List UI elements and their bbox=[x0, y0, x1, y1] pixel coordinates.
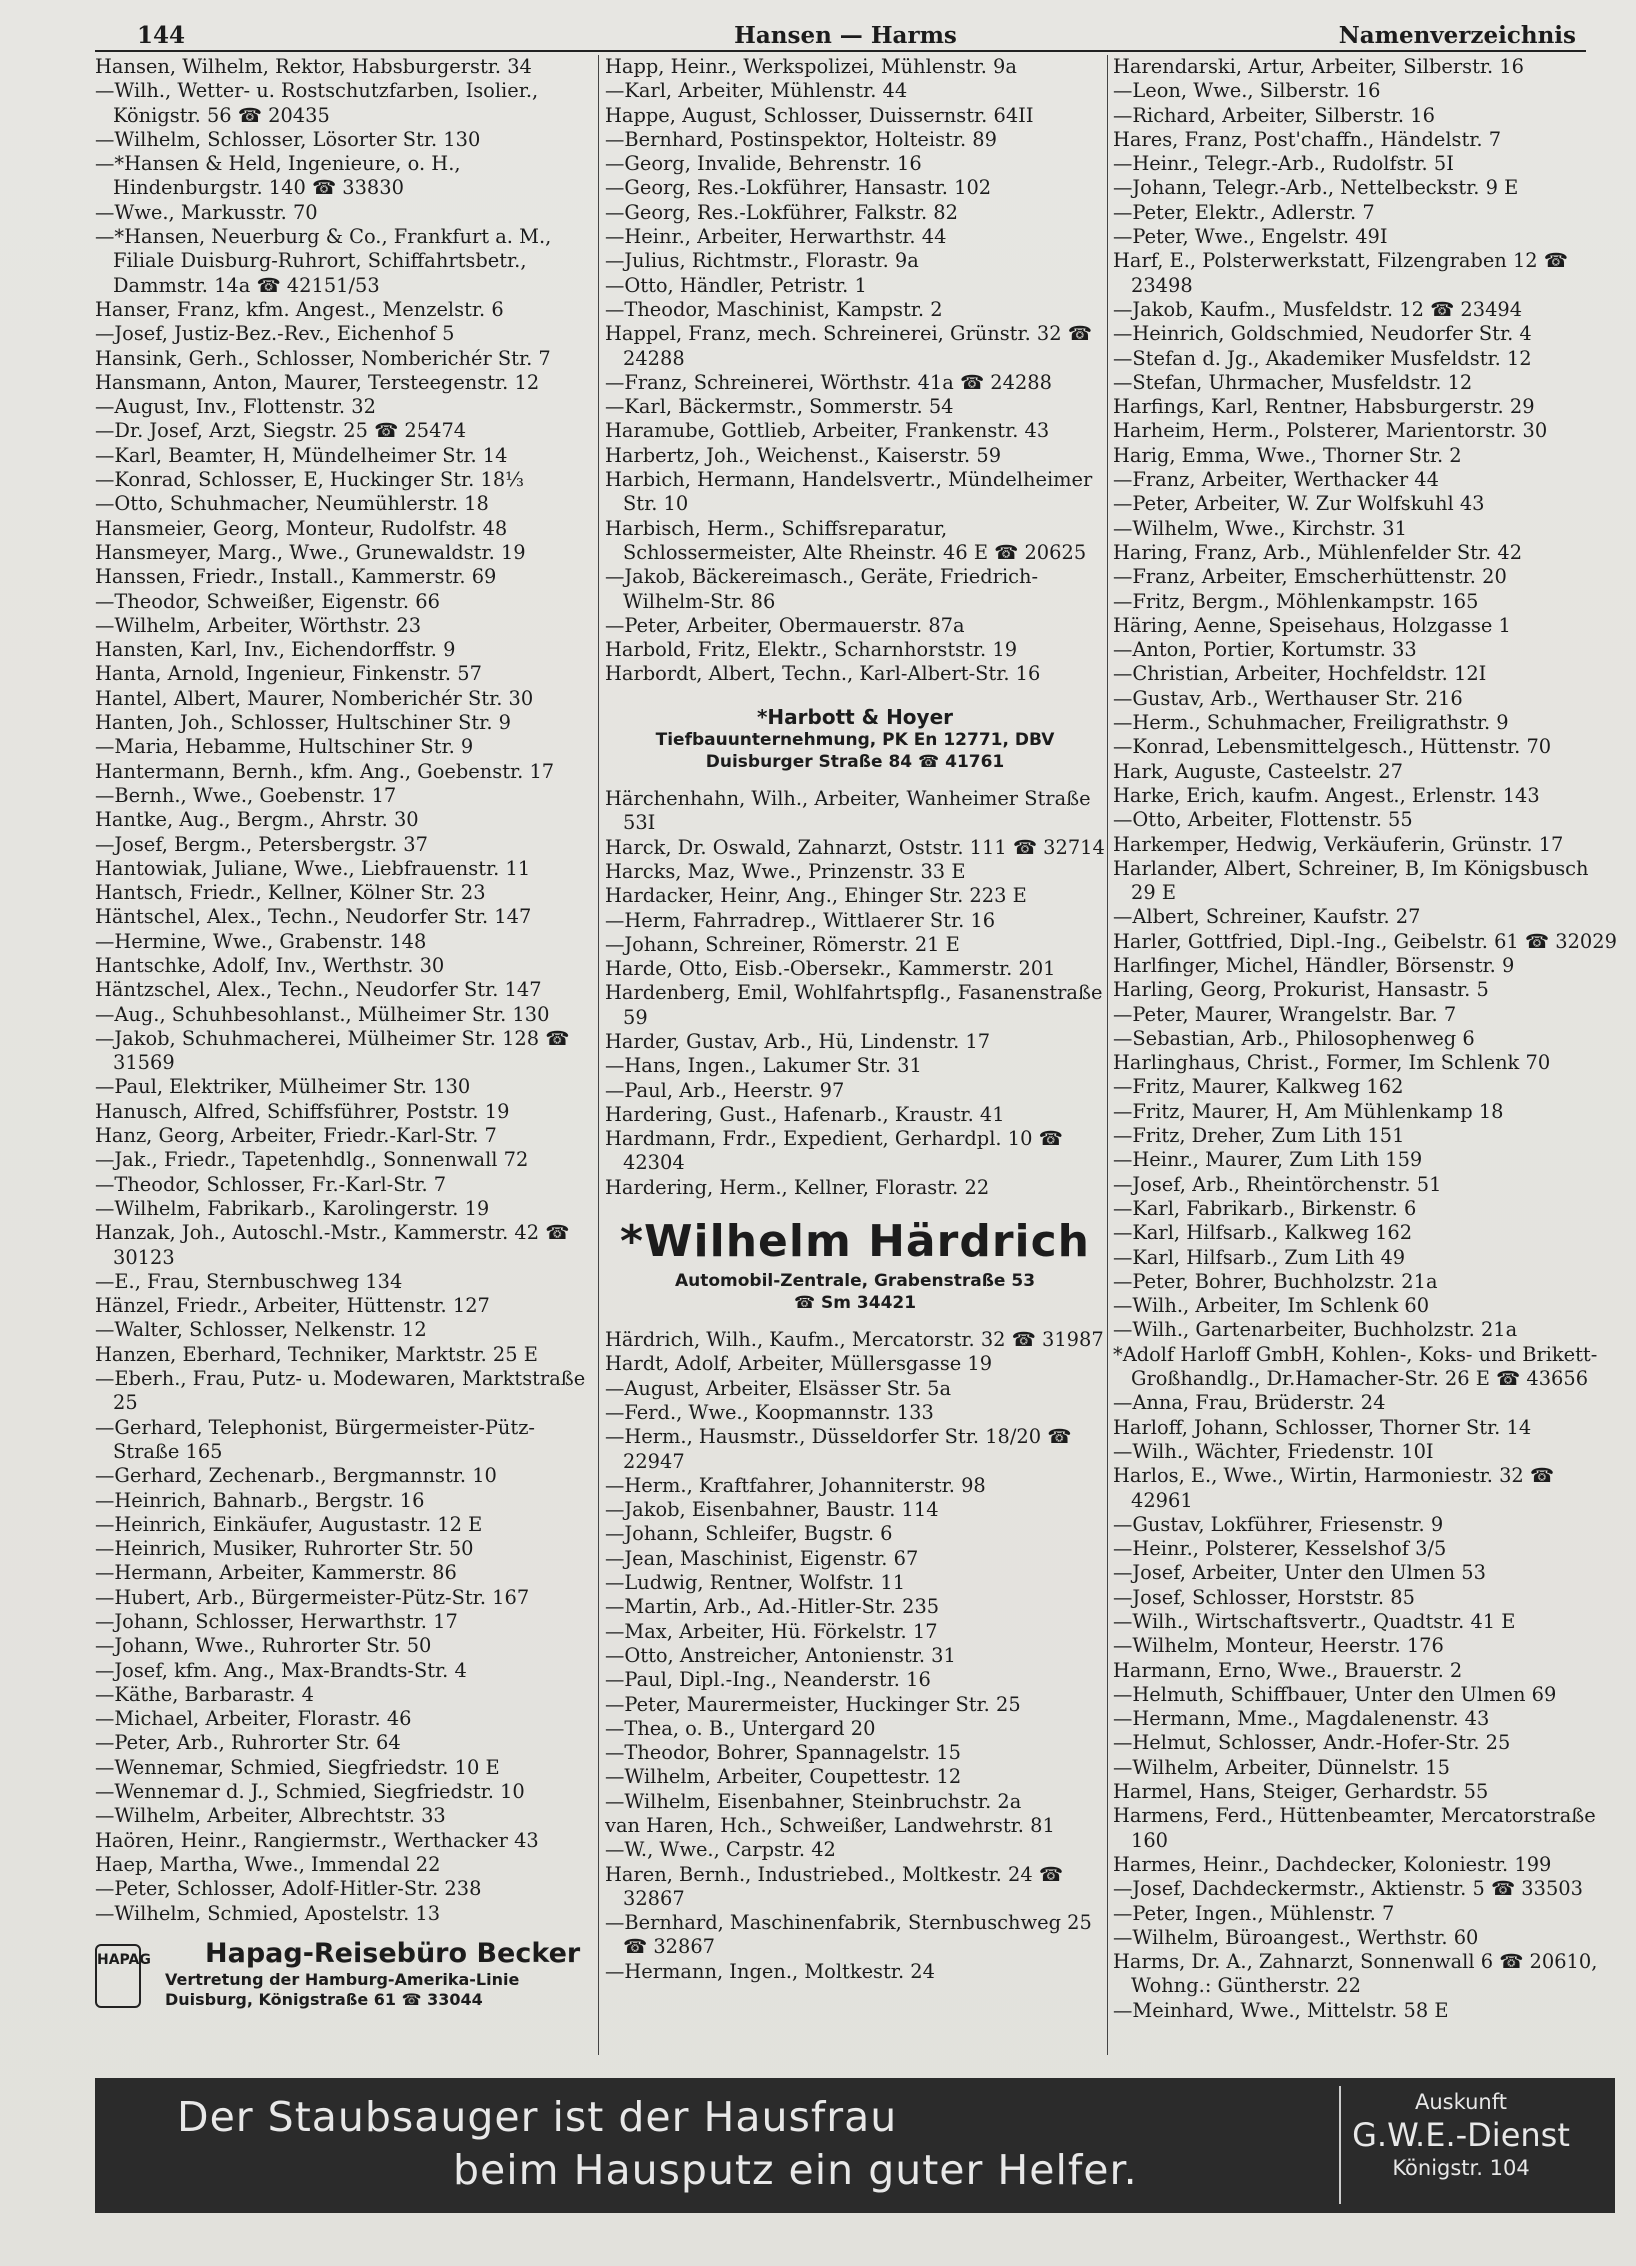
directory-entry: —Bernhard, Maschinenfabrik, Sternbuschweg 25 ☎ 32867 bbox=[605, 1911, 1092, 1959]
directory-entry: —Johann, Schreiner, Römerstr. 21 E bbox=[605, 932, 960, 956]
directory-entry: —Walter, Schlosser, Nelkenstr. 12 bbox=[95, 1318, 427, 1342]
directory-entry: Harf, E., Polsterwerkstatt, Filzengraben 12 ☎ 23498 bbox=[1113, 249, 1568, 297]
directory-entry: —Wilhelm, Arbeiter, Dünnelstr. 15 bbox=[1113, 1755, 1450, 1779]
section-title: Namenverzeichnis bbox=[1338, 22, 1576, 49]
directory-entry: Hantowiak, Juliane, Wwe., Liebfrauenstr. 11 bbox=[95, 856, 531, 880]
directory-entry: —Anna, Frau, Brüderstr. 24 bbox=[1113, 1391, 1386, 1415]
directory-entry: —Heinr., Arbeiter, Herwarthstr. 44 bbox=[605, 225, 947, 249]
directory-entry: Harbisch, Herm., Schiffsreparatur, Schlossermeister, Alte Rheinstr. 46 E ☎ 20625 bbox=[605, 516, 1087, 564]
directory-entry: Harbold, Fritz, Elektr., Scharnhorststr. 19 bbox=[605, 638, 1018, 662]
banner-box bbox=[1339, 2086, 1581, 2204]
directory-entry: —Ludwig, Rentner, Wolfstr. 11 bbox=[605, 1571, 906, 1595]
directory-entry: —Fritz, Maurer, Kalkweg 162 bbox=[1113, 1075, 1404, 1099]
directory-entry: Harbordt, Albert, Techn., Karl-Albert-Str. 16 bbox=[605, 662, 1041, 686]
page-number: 144 bbox=[137, 22, 186, 49]
directory-entry: —Otto, Händler, Petristr. 1 bbox=[605, 273, 867, 297]
directory-entry: —Hermann, Mme., Magdalenenstr. 43 bbox=[1113, 1707, 1490, 1731]
directory-entry: —Johann, Schlosser, Herwarthstr. 17 bbox=[95, 1610, 458, 1633]
directory-entry: —Wilhelm, Monteur, Heerstr. 176 bbox=[1113, 1634, 1444, 1658]
directory-entry: —Peter, Wwe., Engelstr. 49I bbox=[1113, 225, 1388, 249]
directory-entry: —Meinhard, Wwe., Mittelstr. 58 E bbox=[1113, 1998, 1449, 2022]
directory-entry: Hardering, Gust., Hafenarb., Kraustr. 41 bbox=[605, 1102, 1005, 1126]
directory-entry: —Fritz, Maurer, H, Am Mühlenkamp 18 bbox=[1113, 1099, 1504, 1123]
directory-entry: Hardmann, Frdr., Expedient, Gerhardpl. 10 ☎ 42304 bbox=[605, 1127, 1063, 1175]
directory-entry: —Herm., Schuhmacher, Freiligrathstr. 9 bbox=[1113, 711, 1509, 735]
directory-entry: —Josef, Bergm., Petersbergstr. 37 bbox=[95, 832, 428, 856]
directory-entry: —Richard, Arbeiter, Silberstr. 16 bbox=[1113, 103, 1435, 127]
directory-entry: —*Hansen & Held, Ingenieure, o. H., Hindenburgstr. 140 ☎ 33830 bbox=[95, 152, 461, 200]
directory-entry: —August, Arbeiter, Elsässer Str. 5a bbox=[605, 1376, 952, 1400]
directory-entry: —Hubert, Arb., Bürgermeister-Pütz-Str. 167 bbox=[95, 1585, 530, 1609]
directory-entry: —Wilhelm, Fabrikarb., Karolingerstr. 19 bbox=[95, 1196, 490, 1220]
directory-entry: —Jean, Maschinist, Eigenstr. 67 bbox=[605, 1546, 919, 1570]
directory-entry: Harendarski, Artur, Arbeiter, Silberstr. 16 bbox=[1113, 55, 1525, 78]
directory-entry: van Haren, Hch., Schweißer, Landwehrstr. 81 bbox=[605, 1814, 1055, 1837]
directory-entry: Harder, Gustav, Arb., Hü, Lindenstr. 17 bbox=[605, 1029, 991, 1053]
directory-entry: —Franz, Schreinerei, Wörthstr. 41a ☎ 24288 bbox=[605, 370, 1052, 394]
directory-entry: —Konrad, Schlosser, E, Huckinger Str. 18⅓ bbox=[95, 468, 524, 492]
directory-entry: —Peter, Arbeiter, Obermauerstr. 87a bbox=[605, 613, 965, 637]
directory-entry: —Peter, Bohrer, Buchholzstr. 21a bbox=[1113, 1269, 1438, 1293]
directory-entry: —Peter, Maurermeister, Huckinger Str. 25 bbox=[605, 1692, 1021, 1716]
directory-entry: Harlander, Albert, Schreiner, B, Im Königsbusch 29 E bbox=[1113, 856, 1589, 905]
directory-entry: Happe, August, Schlosser, Duissernstr. 64II bbox=[605, 103, 1034, 127]
directory-entry: Haring, Franz, Arb., Mühlenfelder Str. 42 bbox=[1113, 540, 1523, 564]
banner-box-name: G.W.E.-Dienst bbox=[1352, 2116, 1570, 2154]
directory-entry: —Aug., Schuhbesohlanst., Mülheimer Str. 130 bbox=[95, 1002, 550, 1026]
directory-entry: Hanz, Georg, Arbeiter, Friedr.-Karl-Str. 7 bbox=[95, 1124, 497, 1148]
directory-entry: —August, Inv., Flottenstr. 32 bbox=[95, 395, 376, 419]
directory-entry: —Jakob, Schuhmacherei, Mülheimer Str. 128 ☎ 31569 bbox=[95, 1026, 570, 1075]
directory-entry: —Herm., Kraftfahrer, Johanniterstr. 98 bbox=[605, 1473, 986, 1497]
directory-entry: —Stefan, Uhrmacher, Musfeldstr. 12 bbox=[1113, 370, 1473, 394]
directory-entry: —Wilh., Arbeiter, Im Schlenk 60 bbox=[1113, 1294, 1430, 1318]
directory-entry: —Karl, Arbeiter, Mühlenstr. 44 bbox=[605, 79, 908, 103]
directory-entry: —Gerhard, Telephonist, Bürgermeister-Pütz-Straße 165 bbox=[95, 1415, 535, 1463]
ad-line2: Duisburger Straße 84 ☎ 41761 bbox=[705, 752, 1005, 773]
directory-entry: —Helmut, Schlosser, Andr.-Hofer-Str. 25 bbox=[1113, 1731, 1511, 1755]
directory-entry: —Peter, Ingen., Mühlenstr. 7 bbox=[1113, 1901, 1395, 1925]
banner-box-label: Auskunft bbox=[1414, 2090, 1507, 2114]
directory-entry: —Hermine, Wwe., Grabenstr. 148 bbox=[95, 929, 427, 953]
directory-entry: Häntschel, Alex., Techn., Neudorfer Str. 147 bbox=[95, 905, 532, 929]
directory-entry: —Bernh., Wwe., Goebenstr. 17 bbox=[95, 783, 397, 807]
directory-entry: Harbich, Hermann, Handelsvertr., Mündelheimer Str. 10 bbox=[605, 468, 1093, 516]
directory-entry: —Wilhelm, Arbeiter, Albrechtstr. 33 bbox=[95, 1804, 446, 1828]
header-rule bbox=[95, 50, 1586, 52]
entry-list bbox=[1113, 55, 1618, 2023]
directory-entry: —Karl, Hilfsarb., Kalkweg 162 bbox=[1113, 1221, 1413, 1245]
column-3 bbox=[1113, 55, 1618, 2023]
directory-entry: —Johann, Schleifer, Bugstr. 6 bbox=[605, 1522, 893, 1546]
column-divider bbox=[1107, 55, 1108, 2055]
directory-entry: Hanusch, Alfred, Schiffsführer, Poststr. 19 bbox=[95, 1099, 510, 1123]
directory-entry: —Josef, Justiz-Bez.-Rev., Eichenhof 5 bbox=[95, 322, 455, 346]
directory-entry: Hark, Auguste, Casteelstr. 27 bbox=[1113, 759, 1403, 783]
directory-entry: Harkemper, Hedwig, Verkäuferin, Grünstr. 17 bbox=[1113, 832, 1564, 856]
directory-entry: —Karl, Fabrikarb., Birkenstr. 6 bbox=[1113, 1196, 1417, 1220]
directory-entry: Hansten, Karl, Inv., Eichendorffstr. 9 bbox=[95, 638, 456, 662]
directory-entry: —Wilhelm, Schmied, Apostelstr. 13 bbox=[95, 1901, 441, 1925]
directory-entry: —Heinr., Telegr.-Arb., Rudolfstr. 5I bbox=[1113, 152, 1454, 176]
directory-entry: —Theodor, Maschinist, Kampstr. 2 bbox=[605, 297, 943, 321]
directory-entry: Hantschke, Adolf, Inv., Werthstr. 30 bbox=[95, 953, 445, 977]
directory-entry: —Käthe, Barbarastr. 4 bbox=[95, 1682, 314, 1706]
directory-entry: Harmann, Erno, Wwe., Brauerstr. 2 bbox=[1113, 1658, 1463, 1682]
directory-entry: —Fritz, Bergm., Möhlenkampstr. 165 bbox=[1113, 589, 1479, 613]
directory-entry: Hanten, Joh., Schlosser, Hultschiner Str. 9 bbox=[95, 711, 511, 735]
directory-entry: Hanzak, Joh., Autoschl.-Mstr., Kammerstr. 42 ☎ 30123 bbox=[95, 1221, 570, 1269]
directory-entry: —Josef, Schlosser, Horststr. 85 bbox=[1113, 1585, 1415, 1609]
directory-entry: —Martin, Arb., Ad.-Hitler-Str. 235 bbox=[605, 1595, 940, 1619]
directory-entry: —Wilh., Gartenarbeiter, Buchholzstr. 21a bbox=[1113, 1318, 1518, 1342]
directory-entry: —Thea, o. B., Untergard 20 bbox=[605, 1716, 876, 1740]
directory-entry: —Gustav, Lokführer, Friesenstr. 9 bbox=[1113, 1512, 1444, 1536]
directory-entry: Harling, Georg, Prokurist, Hansastr. 5 bbox=[1113, 978, 1489, 1002]
directory-entry: —Heinr., Maurer, Zum Lith 159 bbox=[1113, 1148, 1423, 1172]
directory-entry: Hardacker, Heinr, Ang., Ehinger Str. 223 E bbox=[605, 884, 1027, 908]
directory-entry: Hansen, Wilhelm, Rektor, Habsburgerstr. 34 bbox=[95, 55, 532, 78]
directory-entry: —Wilhelm, Schlosser, Lösorter Str. 130 bbox=[95, 127, 481, 151]
directory-entry: —Wilhelm, Wwe., Kirchstr. 31 bbox=[1113, 516, 1407, 540]
directory-entry: *Adolf Harloff GmbH, Kohlen-, Koks- und Brikett-Großhandlg., Dr.Hamacher-Str. 26 E ☎ 43656 bbox=[1113, 1342, 1598, 1391]
directory-entry: —Theodor, Bohrer, Spannagelstr. 15 bbox=[605, 1741, 961, 1765]
directory-entry: Hardering, Herm., Kellner, Florastr. 22 bbox=[605, 1175, 990, 1199]
directory-entry: —Ferd., Wwe., Koopmannstr. 133 bbox=[605, 1400, 934, 1424]
directory-entry: Hardenberg, Emil, Wohlfahrtspflg., Fasanenstraße 59 bbox=[605, 981, 1103, 1029]
directory-entry: —Hans, Ingen., Lakumer Str. 31 bbox=[605, 1054, 922, 1078]
directory-entry: Hänzel, Friedr., Arbeiter, Hüttenstr. 127 bbox=[95, 1294, 490, 1318]
directory-entry: —Albert, Schreiner, Kaufstr. 27 bbox=[1113, 905, 1421, 929]
directory-entry: —Wilhelm, Arbeiter, Wörthstr. 23 bbox=[95, 613, 422, 637]
directory-entry: Harlfinger, Michel, Händler, Börsenstr. 9 bbox=[1113, 953, 1515, 977]
directory-entry: —W., Wwe., Carpstr. 42 bbox=[605, 1838, 836, 1862]
directory-entry: Harms, Dr. A., Zahnarzt, Sonnenwall 6 ☎ 20610, Wohng.: Güntherstr. 22 bbox=[1113, 1950, 1598, 1998]
directory-entry: —Franz, Arbeiter, Werthacker 44 bbox=[1113, 468, 1439, 492]
directory-entry: —Otto, Schuhmacher, Neumühlerstr. 18 bbox=[95, 492, 489, 516]
directory-entry: —Wennemar d. J., Schmied, Siegfriedstr. 10 bbox=[95, 1780, 525, 1804]
directory-entry: Harck, Dr. Oswald, Zahnarzt, Oststr. 111 ☎ 32714 bbox=[605, 835, 1105, 859]
directory-entry: Hardt, Adolf, Arbeiter, Müllersgasse 19 bbox=[605, 1352, 993, 1376]
directory-entry: Harmel, Hans, Steiger, Gerhardstr. 55 bbox=[1113, 1780, 1489, 1804]
directory-entry: Happ, Heinr., Werkspolizei, Mühlenstr. 9a bbox=[605, 55, 1017, 78]
directory-entry: Harig, Emma, Wwe., Thorner Str. 2 bbox=[1113, 443, 1462, 467]
directory-entry: —Peter, Arb., Ruhrorter Str. 64 bbox=[95, 1731, 401, 1755]
directory-entry: —*Hansen, Neuerburg & Co., Frankfurt a. M., Filiale Duisburg-Ruhrort, Schiffahrtsbetr., Dammstr. 14a ☎ 42151/53 bbox=[95, 225, 552, 297]
directory-entry: —Paul, Dipl.-Ing., Neanderstr. 16 bbox=[605, 1668, 931, 1692]
directory-entry: —Hermann, Ingen., Moltkestr. 24 bbox=[605, 1959, 935, 1983]
column-divider bbox=[598, 55, 599, 2055]
directory-entry: —Otto, Anstreicher, Antonienstr. 31 bbox=[605, 1643, 956, 1667]
directory-entry: —Maria, Hebamme, Hultschiner Str. 9 bbox=[95, 735, 474, 759]
directory-entry: Haren, Bernh., Industriebed., Moltkestr. 24 ☎ 32867 bbox=[605, 1862, 1063, 1910]
harbott-hoyer-ad bbox=[605, 705, 1105, 773]
directory-entry: Harmes, Heinr., Dachdecker, Koloniestr. 199 bbox=[1113, 1852, 1552, 1876]
directory-entry: —Wilhelm, Eisenbahner, Steinbruchstr. 2a bbox=[605, 1789, 1022, 1813]
directory-entry: —Jak., Friedr., Tapetenhdlg., Sonnenwall 72 bbox=[95, 1148, 529, 1172]
directory-entry: —Michael, Arbeiter, Florastr. 46 bbox=[95, 1707, 412, 1731]
directory-entry: Hanser, Franz, kfm. Angest., Menzelstr. 6 bbox=[95, 297, 504, 321]
directory-entry: Harmens, Ferd., Hüttenbeamter, Mercatorstraße 160 bbox=[1113, 1804, 1596, 1852]
directory-entry: —Eberh., Frau, Putz- u. Modewaren, Marktstraße 25 bbox=[95, 1367, 586, 1415]
directory-entry: Hantel, Albert, Maurer, Nomberichér Str. 30 bbox=[95, 686, 534, 710]
directory-entry: —Johann, Wwe., Ruhrorter Str. 50 bbox=[95, 1634, 432, 1658]
directory-entry: —Johann, Telegr.-Arb., Nettelbeckstr. 9 E bbox=[1113, 176, 1519, 200]
entry-list bbox=[605, 1328, 1105, 1984]
directory-entry: —Theodor, Schlosser, Fr.-Karl-Str. 7 bbox=[95, 1172, 447, 1196]
directory-entry: —Josef, kfm. Ang., Max-Brandts-Str. 4 bbox=[95, 1658, 467, 1682]
directory-entry: Harfings, Karl, Rentner, Habsburgerstr. 29 bbox=[1113, 395, 1535, 419]
directory-entry: —Wilhelm, Arbeiter, Coupettestr. 12 bbox=[605, 1765, 962, 1789]
directory-entry: Hansmann, Anton, Maurer, Tersteegenstr. 12 bbox=[95, 370, 540, 394]
directory-entry: —Jakob, Bäckereimasch., Geräte, Friedrich-Wilhelm-Str. 86 bbox=[605, 565, 1039, 613]
directory-entry: —Paul, Elektriker, Mülheimer Str. 130 bbox=[95, 1075, 471, 1099]
directory-entry: —Heinrich, Musiker, Ruhrorter Str. 50 bbox=[95, 1537, 474, 1561]
directory-entry: Harde, Otto, Eisb.-Obersekr., Kammerstr. 201 bbox=[605, 957, 1056, 981]
directory-entry: —Konrad, Lebensmittelgesch., Hüttenstr. 70 bbox=[1113, 735, 1552, 759]
ad-title: *Wilhelm Härdrich bbox=[619, 1216, 1091, 1268]
hapag-ad bbox=[95, 1938, 588, 2010]
directory-entry: —Heinrich, Einkäufer, Augustastr. 12 E bbox=[95, 1512, 483, 1536]
column-1 bbox=[95, 55, 588, 2010]
directory-entry: Hansmeier, Georg, Monteur, Rudolfstr. 48 bbox=[95, 516, 508, 540]
directory-entry: —Josef, Arb., Rheintörchenstr. 51 bbox=[1113, 1172, 1442, 1196]
directory-entry: —Heinr., Polsterer, Kesselshof 3/5 bbox=[1113, 1537, 1447, 1561]
directory-entry: Harbertz, Joh., Weichenst., Kaiserstr. 59 bbox=[605, 443, 1002, 467]
directory-entry: Haramube, Gottlieb, Arbeiter, Frankenstr. 43 bbox=[605, 419, 1050, 443]
directory-entry: —Jakob, Kaufm., Musfeldstr. 12 ☎ 23494 bbox=[1113, 297, 1523, 321]
directory-entry: Hantke, Aug., Bergm., Ahrstr. 30 bbox=[95, 808, 419, 832]
banner-line2: beim Hausputz ein guter Helfer. bbox=[453, 2146, 1138, 2194]
ad-title: *Harbott & Hoyer bbox=[756, 704, 954, 729]
directory-entry: —Karl, Beamter, H, Mündelheimer Str. 14 bbox=[95, 443, 508, 467]
directory-entry: Hansmeyer, Marg., Wwe., Grunewaldstr. 19 bbox=[95, 540, 526, 564]
directory-entry: Happel, Franz, mech. Schreinerei, Grünstr. 32 ☎ 24288 bbox=[605, 322, 1092, 370]
directory-entry: —Heinrich, Bahnarb., Bergstr. 16 bbox=[95, 1488, 425, 1512]
directory-entry: —Dr. Josef, Arzt, Siegstr. 25 ☎ 25474 bbox=[95, 419, 467, 443]
directory-entry: —Herm., Hausmstr., Düsseldorfer Str. 18/20 ☎ 22947 bbox=[605, 1425, 1072, 1473]
haerdrich-ad bbox=[605, 1214, 1105, 1314]
directory-entry: —Herm, Fahrradrep., Wittlaerer Str. 16 bbox=[605, 908, 996, 932]
directory-entry: Harke, Erich, kaufm. Angest., Erlenstr. 143 bbox=[1113, 783, 1540, 807]
directory-entry: Häntzschel, Alex., Techn., Neudorfer Str. 147 bbox=[95, 978, 542, 1002]
directory-entry: —Gustav, Arb., Werthauser Str. 216 bbox=[1113, 686, 1463, 710]
directory-entry: Härchenhahn, Wilh., Arbeiter, Wanheimer Straße 53I bbox=[605, 787, 1091, 835]
directory-entry: —Anton, Portier, Kortumstr. 33 bbox=[1113, 638, 1417, 662]
entry-list bbox=[95, 55, 588, 1926]
directory-entry: —Karl, Bäckermstr., Sommerstr. 54 bbox=[605, 395, 954, 419]
directory-entry: —Karl, Hilfsarb., Zum Lith 49 bbox=[1113, 1245, 1406, 1269]
banner-box-address: Königstr. 104 bbox=[1392, 2156, 1530, 2180]
directory-entry: Hantermann, Bernh., kfm. Ang., Goebenstr. 17 bbox=[95, 759, 555, 783]
directory-entry: —Georg, Res.-Lokführer, Hansastr. 102 bbox=[605, 176, 992, 200]
directory-entry: Hanzen, Eberhard, Techniker, Marktstr. 25 E bbox=[95, 1342, 538, 1366]
hapag-line1: Vertretung der Hamburg-Amerika-Linie bbox=[165, 1969, 520, 1989]
directory-entry: Häring, Aenne, Speisehaus, Holzgasse 1 bbox=[1113, 613, 1511, 637]
directory-entry: —Leon, Wwe., Silberstr. 16 bbox=[1113, 79, 1381, 103]
hapag-title: Hapag-Reisebüro Becker bbox=[205, 1937, 581, 1969]
directory-entry: Hanta, Arnold, Ingenieur, Finkenstr. 57 bbox=[95, 662, 482, 686]
directory-entry: —Theodor, Schweißer, Eigenstr. 66 bbox=[95, 589, 440, 613]
directory-entry: —Otto, Arbeiter, Flottenstr. 55 bbox=[1113, 808, 1413, 832]
directory-entry: Harlinghaus, Christ., Former, Im Schlenk 70 bbox=[1113, 1051, 1551, 1075]
directory-entry: —Peter, Maurer, Wrangelstr. Bar. 7 bbox=[1113, 1002, 1457, 1026]
directory-entry: —Wilhelm, Büroangest., Werthstr. 60 bbox=[1113, 1925, 1479, 1949]
directory-entry: —Wilh., Wirtschaftsvertr., Quadtstr. 41 E bbox=[1113, 1610, 1516, 1633]
directory-entry: Haep, Martha, Wwe., Immendal 22 bbox=[95, 1852, 441, 1876]
directory-entry: Haören, Heinr., Rangiermstr., Werthacker 43 bbox=[95, 1828, 539, 1852]
ad-line2: ☎ Sm 34421 bbox=[793, 1293, 917, 1314]
directory-entry: —Franz, Arbeiter, Emscherhüttenstr. 20 bbox=[1113, 565, 1507, 589]
hapag-logo: HAPAG bbox=[95, 1944, 141, 2008]
directory-entry: —Bernhard, Postinspektor, Holteistr. 89 bbox=[605, 127, 997, 151]
directory-entry: —Wwe., Markusstr. 70 bbox=[95, 200, 318, 224]
directory-entry: Hantsch, Friedr., Kellner, Kölner Str. 23 bbox=[95, 881, 486, 905]
directory-entry: —Josef, Arbeiter, Unter den Ulmen 53 bbox=[1113, 1561, 1486, 1585]
directory-entry: —Jakob, Eisenbahner, Baustr. 114 bbox=[605, 1498, 939, 1522]
directory-entry: Harlos, E., Wwe., Wirtin, Harmoniestr. 32 ☎ 42961 bbox=[1113, 1464, 1555, 1512]
directory-entry: Harloff, Johann, Schlosser, Thorner Str. 14 bbox=[1113, 1415, 1532, 1439]
directory-entry: —Josef, Dachdeckermstr., Aktienstr. 5 ☎ 33503 bbox=[1113, 1877, 1583, 1901]
directory-entry: —Wilh., Wetter- u. Rostschutzfarben, Isolier., Königstr. 56 ☎ 20435 bbox=[95, 79, 539, 127]
entry-list bbox=[605, 787, 1105, 1200]
directory-entry: —Wilh., Wächter, Friedenstr. 10I bbox=[1113, 1439, 1434, 1463]
directory-entry: —Peter, Schlosser, Adolf-Hitler-Str. 238 bbox=[95, 1877, 482, 1901]
directory-entry: —Peter, Elektr., Adlerstr. 7 bbox=[1113, 200, 1375, 224]
ad-line1: Automobil-Zentrale, Grabenstraße 53 bbox=[674, 1271, 1036, 1292]
banner-line1: Der Staubsauger ist der Hausfrau bbox=[177, 2093, 898, 2141]
directory-entry: —Max, Arbeiter, Hü. Förkelstr. 17 bbox=[605, 1619, 938, 1643]
directory-entry: —Helmuth, Schiffbauer, Unter den Ulmen 69 bbox=[1113, 1682, 1557, 1706]
page-title: Hansen — Harms bbox=[734, 22, 957, 49]
directory-entry: —Peter, Arbeiter, W. Zur Wolfskuhl 43 bbox=[1113, 492, 1485, 516]
directory-entry: —Heinrich, Goldschmied, Neudorfer Str. 4 bbox=[1113, 322, 1532, 346]
entry-list bbox=[605, 55, 1105, 687]
column-2 bbox=[605, 55, 1105, 1984]
hapag-line2: Duisburg, Königstraße 61 ☎ 33044 bbox=[165, 1989, 483, 2009]
ad-line1: Tiefbauunternehmung, PK En 12771, DBV bbox=[655, 730, 1055, 751]
directory-entry: —Georg, Invalide, Behrenstr. 16 bbox=[605, 152, 922, 176]
directory-entry: Harheim, Herm., Polsterer, Marientorstr. 30 bbox=[1113, 419, 1548, 443]
page-header bbox=[95, 18, 1596, 52]
directory-entry: Hansink, Gerh., Schlosser, Nomberichér Str. 7 bbox=[95, 346, 551, 370]
directory-entry: —Paul, Arb., Heerstr. 97 bbox=[605, 1078, 845, 1102]
directory-entry: —Christian, Arbeiter, Hochfeldstr. 12I bbox=[1113, 662, 1487, 686]
directory-entry: —Fritz, Dreher, Zum Lith 151 bbox=[1113, 1124, 1405, 1148]
directory-entry: —Gerhard, Zechenarb., Bergmannstr. 10 bbox=[95, 1464, 497, 1488]
directory-entry: —Sebastian, Arb., Philosophenweg 6 bbox=[1113, 1026, 1475, 1050]
directory-entry: —Hermann, Arbeiter, Kammerstr. 86 bbox=[95, 1561, 457, 1585]
directory-entry: Hares, Franz, Post'chaffn., Händelstr. 7 bbox=[1113, 127, 1502, 151]
directory-entry: Härdrich, Wilh., Kaufm., Mercatorstr. 32 ☎ 31987 bbox=[605, 1328, 1104, 1352]
directory-entry: Hanssen, Friedr., Install., Kammerstr. 69 bbox=[95, 565, 497, 589]
directory-entry: —Julius, Richtmstr., Florastr. 9a bbox=[605, 249, 919, 273]
directory-entry: —Georg, Res.-Lokführer, Falkstr. 82 bbox=[605, 200, 958, 224]
directory-entry: —E., Frau, Sternbuschweg 134 bbox=[95, 1269, 403, 1293]
directory-entry: Harcks, Maz, Wwe., Prinzenstr. 33 E bbox=[605, 859, 966, 883]
directory-entry: —Stefan d. Jg., Akademiker Musfeldstr. 12 bbox=[1113, 346, 1532, 370]
advertisement-banner bbox=[95, 2078, 1615, 2213]
directory-entry: Harler, Gottfried, Dipl.-Ing., Geibelstr. 61 ☎ 32029 bbox=[1113, 929, 1617, 953]
directory-entry: —Wennemar, Schmied, Siegfriedstr. 10 E bbox=[95, 1755, 500, 1779]
